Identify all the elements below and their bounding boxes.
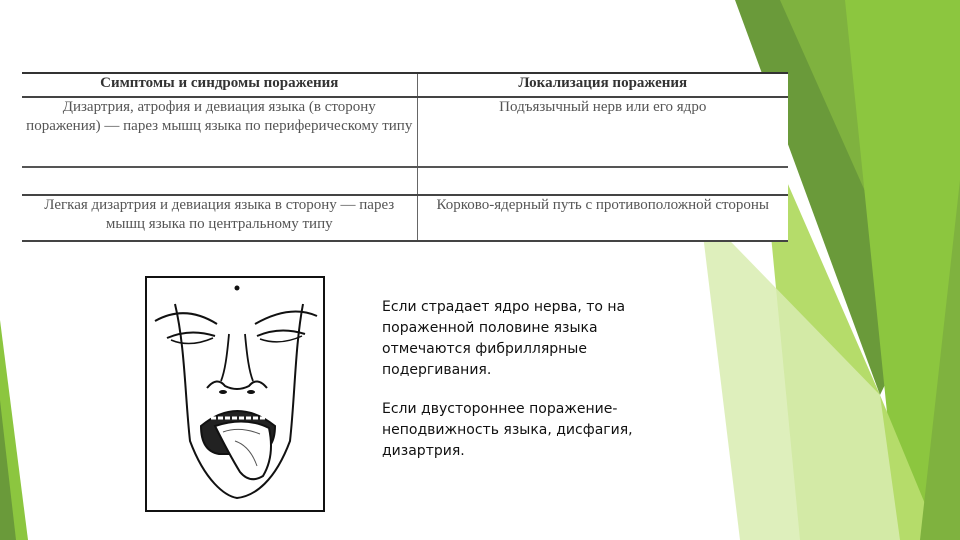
note-paragraph-nucleus: Если страдает ядро нерва, то на пораженной половине языка отмечаются фибриллярные подергивания. [382, 299, 626, 378]
face-illustration [145, 276, 325, 512]
row-localization: Подъязычный нерв или его ядро [417, 97, 788, 167]
note-paragraph-bilateral: Если двустороннее поражение- неподвижность языка, дисфагия, дизартрия. [382, 401, 633, 459]
table-row [22, 195, 788, 241]
header-symptoms: Симптомы и синдромы поражения [22, 73, 417, 97]
row-localization: Корково-ядерный путь с противоположной стороны [417, 195, 788, 241]
row-symptoms: Легкая дизартрия и девиация языка в сторону — парез мышц языка по центральному типу [22, 195, 417, 241]
row-symptoms: Дизартрия, атрофия и девиация языка (в сторону поражения) — парез мышц языка по периферическому типу [22, 97, 417, 167]
lesion-table [22, 72, 788, 242]
lesion-note [382, 297, 682, 480]
table-row [22, 97, 788, 167]
header-localization: Локализация поражения [417, 73, 788, 97]
